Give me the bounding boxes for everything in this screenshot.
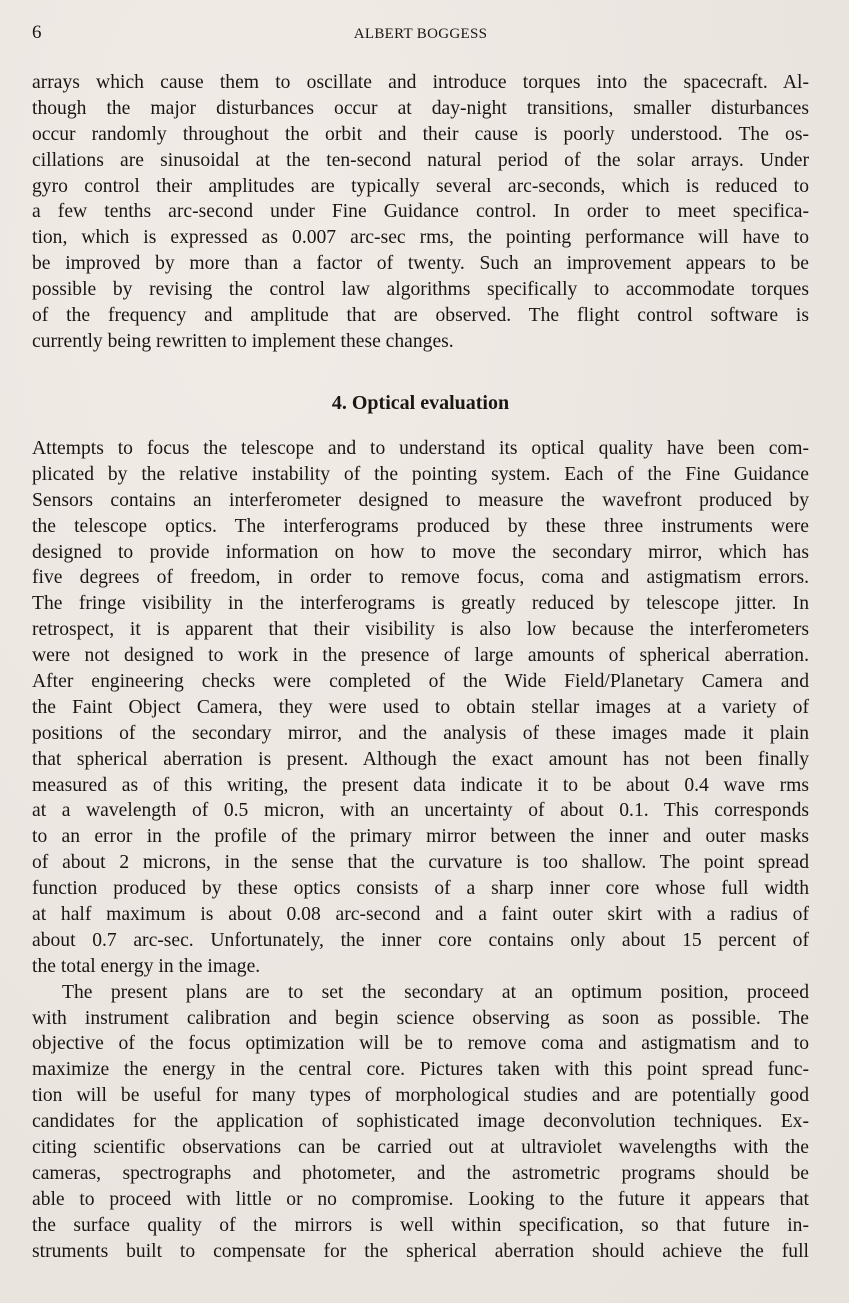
text-line: a few tenths arc-second under Fine Guidance control. In order to meet specifica- <box>32 201 809 223</box>
text-line: struments built to compensate for the spherical aberration should achieve the full <box>32 1240 809 1262</box>
running-header-author: ALBERT BOGGESS <box>353 26 488 42</box>
text-line: the surface quality of the mirrors is well within specification, so that future in- <box>32 1214 809 1236</box>
text-line: The present plans are to set the secondary at an optimum position, proceed <box>62 981 809 1003</box>
text-line: cillations are sinusoidal at the ten-second natural period of the solar arrays. Under <box>32 149 809 171</box>
text-line: arrays which cause them to oscillate and introduce torques into the spacecraft. Al- <box>32 72 809 93</box>
section-heading: 4. Optical evaluation <box>331 392 510 414</box>
text-line: designed to provide information on how to move the secondary mirror, which has <box>32 541 809 563</box>
text-line: Attempts to focus the telescope and to understand its optical quality have been com- <box>32 438 809 459</box>
text-line: positions of the secondary mirror, and the analysis of these images made it plain <box>32 722 809 744</box>
text-line: with instrument calibration and begin science observing as soon as possible. The <box>32 1007 809 1029</box>
text-line: Sensors contains an interferometer designed to measure the wavefront produced by <box>32 489 809 511</box>
text-line: candidates for the application of sophisticated image deconvolution techniques. Ex- <box>32 1111 809 1133</box>
text-line: gyro control their amplitudes are typically several arc-seconds, which is reduced to <box>32 175 809 197</box>
text-line: tion will be useful for many types of morphological studies and are potentially good <box>32 1085 809 1107</box>
text-line: cameras, spectrographs and photometer, and the astrometric programs should be <box>32 1162 809 1184</box>
text-line: plicated by the relative instability of the pointing system. Each of the Fine Guidance <box>32 463 809 485</box>
text-line: of about 2 microns, in the sense that the curvature is too shallow. The point spread <box>32 852 809 874</box>
running-header <box>32 22 809 48</box>
page-number: 6 <box>32 22 42 43</box>
text-line: were not designed to work in the presence of large amounts of spherical aberration. <box>32 645 809 667</box>
text-line: function produced by these optics consists of a sharp inner core whose full width <box>32 878 809 900</box>
text-line: at half maximum is about 0.08 arc-second and a faint outer skirt with a radius of <box>32 904 809 926</box>
text-line: tion, which is expressed as 0.007 arc-sec rms, the pointing performance will have to <box>32 227 809 249</box>
text-line: currently being rewritten to implement these changes. <box>32 330 454 352</box>
text-line: at a wavelength of 0.5 micron, with an uncertainty of about 0.1. This corresponds <box>32 800 809 822</box>
text-line: the total energy in the image. <box>32 955 261 977</box>
text-line: that spherical aberration is present. Although the exact amount has not been finally <box>32 748 809 770</box>
text-line: the telescope optics. The interferograms produced by these three instruments were <box>32 515 809 537</box>
text-line: occur randomly throughout the orbit and their cause is poorly understood. The os- <box>32 123 809 145</box>
paragraph-optical-evaluation <box>32 436 809 980</box>
text-line: to an error in the profile of the primary mirror between the inner and outer masks <box>32 826 809 848</box>
text-line: citing scientific observations can be carried out at ultraviolet wavelengths with the <box>32 1137 809 1159</box>
text-line: of the frequency and amplitude that are observed. The flight control software is <box>32 305 809 327</box>
text-line: five degrees of freedom, in order to remove focus, coma and astigmatism errors. <box>32 567 809 589</box>
paragraph-present-plans <box>32 980 809 1265</box>
text-line: measured as of this writing, the present data indicate it to be about 0.4 wave rms <box>32 774 809 796</box>
text-line: able to proceed with little or no compromise. Looking to the future it appears that <box>32 1188 809 1210</box>
text-line: be improved by more than a factor of twenty. Such an improvement appears to be <box>32 253 809 275</box>
text-line: maximize the energy in the central core. Pictures taken with this point spread func- <box>32 1059 809 1081</box>
text-line: though the major disturbances occur at day-night transitions, smaller disturbances <box>32 97 809 119</box>
text-line: the Faint Object Camera, they were used to obtain stellar images at a variety of <box>32 696 809 718</box>
text-line: retrospect, it is apparent that their visibility is also low because the interferometers <box>32 619 809 641</box>
text-line: The fringe visibility in the interferograms is greatly reduced by telescope jitter. In <box>32 593 809 615</box>
text-line: After engineering checks were completed of the Wide Field/Planetary Camera and <box>32 671 809 693</box>
paragraph-continued <box>32 70 809 355</box>
text-line: objective of the focus optimization will be to remove coma and astigmatism and to <box>32 1033 809 1055</box>
section-body <box>32 436 809 1265</box>
text-line: possible by revising the control law algorithms specifically to accommodate torques <box>32 279 809 301</box>
text-line: about 0.7 arc-sec. Unfortunately, the inner core contains only about 15 percent of <box>32 929 809 951</box>
